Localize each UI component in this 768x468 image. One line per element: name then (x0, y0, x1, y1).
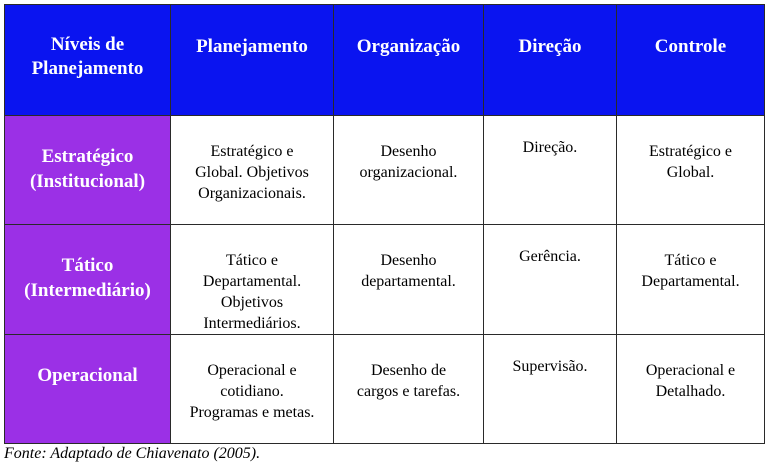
table-row-tatico (5, 225, 765, 335)
cell-text: Estratégico e (648, 143, 733, 160)
cell-text: Desenho de (370, 362, 447, 379)
cell-text: cargos e tarefas. (356, 383, 461, 400)
planning-levels-table (4, 4, 765, 444)
cell-organizacao (334, 116, 484, 225)
header-controle-label: Controle (654, 36, 727, 57)
header-levels (5, 5, 171, 116)
header-organizacao-label: Organização (356, 36, 461, 57)
cell-text: Estratégico e (210, 143, 294, 160)
cell-text: Organizacionais. (198, 185, 306, 202)
cell-text: cotidiano. (220, 383, 284, 400)
source-caption: Fonte: Adaptado de Chiavenato (2005). (4, 445, 261, 462)
cell-text: Departamental. (641, 273, 740, 290)
header-planejamento (171, 5, 334, 116)
cell-text: Programas e metas. (189, 404, 315, 421)
level-label: (Intermediário) (24, 280, 151, 301)
cell-direcao (484, 335, 617, 444)
level-label: (Institucional) (29, 171, 146, 192)
cell-text: departamental. (361, 273, 456, 290)
table-row-operacional (5, 335, 765, 444)
cell-text: Direção. (522, 139, 578, 156)
cell-direcao (484, 225, 617, 335)
header-levels-line: Níveis de (50, 34, 125, 55)
cell-text: organizacional. (359, 164, 458, 181)
cell-text: Detalhado. (655, 383, 726, 400)
cell-controle (617, 116, 765, 225)
cell-planejamento (171, 225, 334, 335)
header-direcao (484, 5, 617, 116)
cell-text: Global. (666, 164, 715, 181)
cell-text: Departamental. (202, 273, 302, 290)
cell-planejamento (171, 335, 334, 444)
level-label: Operacional (37, 365, 138, 386)
header-row (5, 5, 765, 116)
cell-text: Operacional e (207, 362, 297, 379)
header-controle (617, 5, 765, 116)
level-cell-estrategico (5, 116, 171, 225)
cell-organizacao (334, 335, 484, 444)
header-direcao-label: Direção (518, 36, 582, 57)
level-label: Estratégico (41, 146, 134, 167)
cell-text: Tático e (226, 252, 278, 269)
cell-organizacao (334, 225, 484, 335)
cell-text: Global. Objetivos (195, 164, 309, 181)
level-cell-tatico (5, 225, 171, 335)
table-row-estrategico (5, 116, 765, 225)
cell-text: Desenho (380, 252, 437, 269)
cell-text: Intermediários. (203, 315, 301, 332)
header-planejamento-label: Planejamento (196, 36, 308, 57)
cell-text: Tático e (664, 252, 717, 269)
header-organizacao (334, 5, 484, 116)
cell-planejamento (171, 116, 334, 225)
cell-text: Operacional e (645, 362, 736, 379)
cell-controle (617, 335, 765, 444)
cell-controle (617, 225, 765, 335)
cell-text: Desenho (380, 143, 437, 160)
cell-direcao (484, 116, 617, 225)
level-label: Tático (61, 255, 114, 276)
level-cell-operacional (5, 335, 171, 444)
cell-text: Gerência. (519, 248, 581, 265)
header-levels-line: Planejamento (31, 58, 144, 79)
cell-text: Objetivos (220, 294, 284, 311)
cell-text: Supervisão. (512, 358, 588, 375)
